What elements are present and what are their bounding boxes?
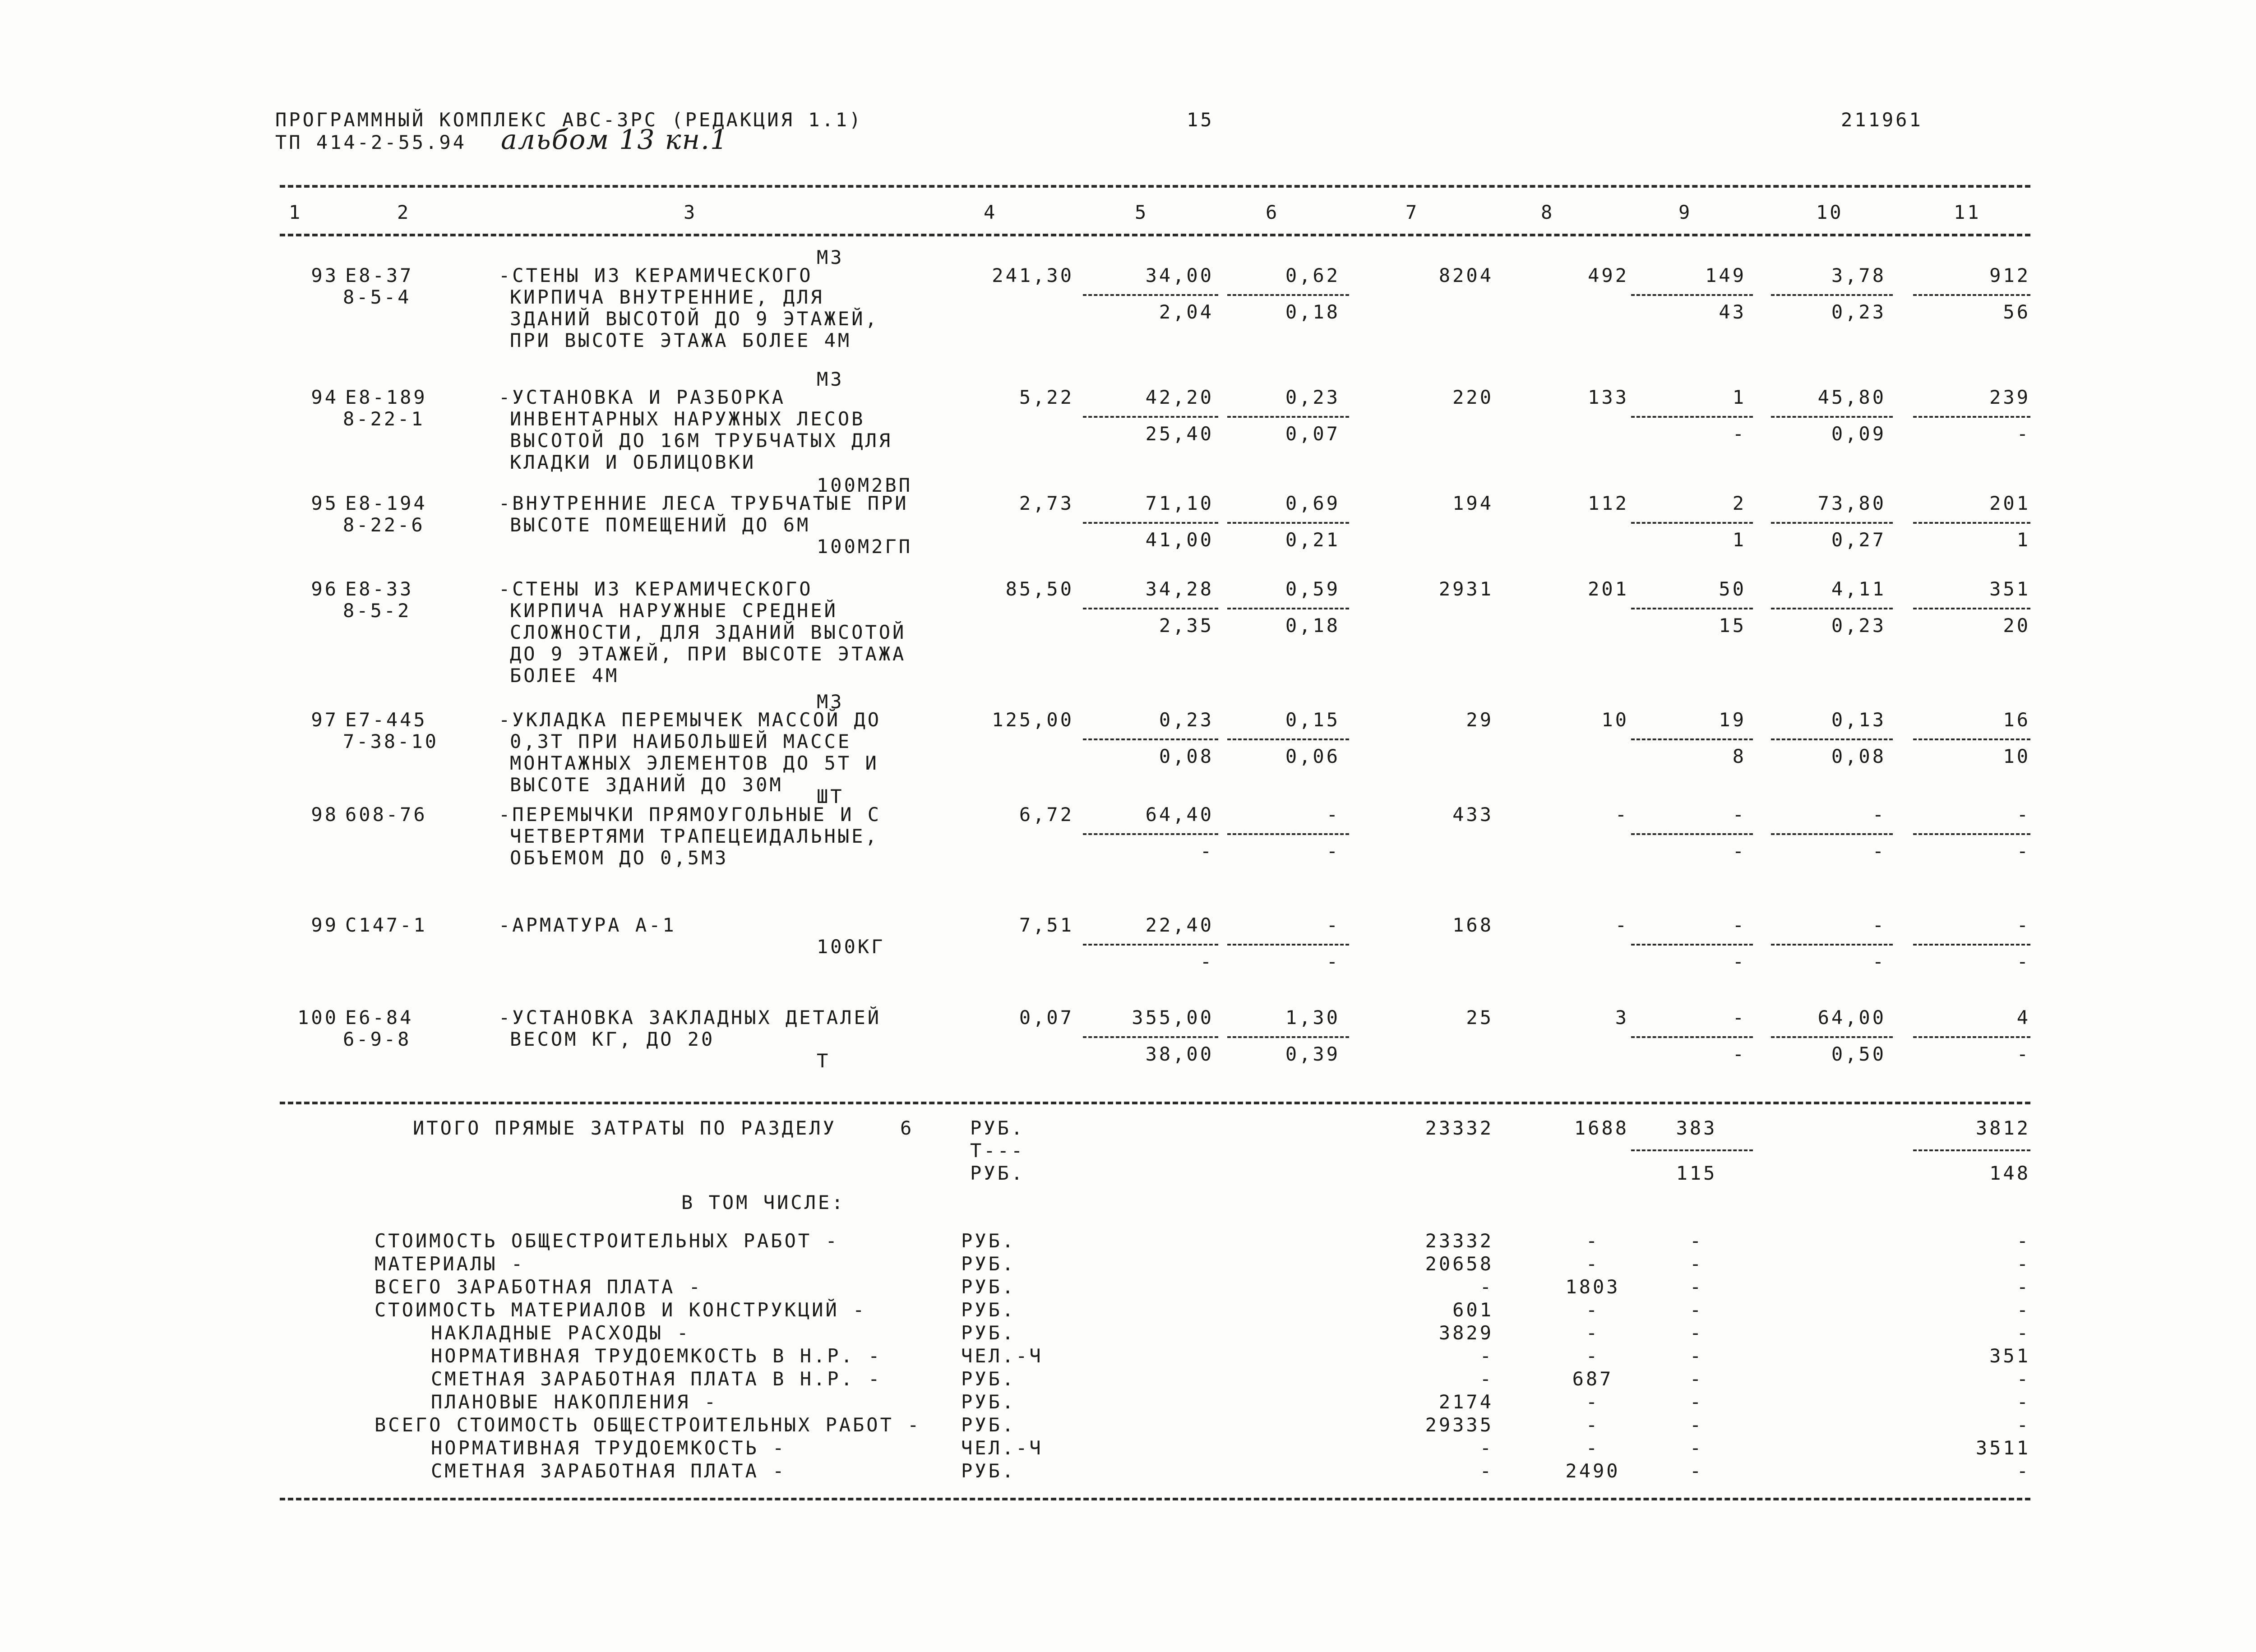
row-description-line: -УСТАНОВКА И РАЗБОРКА: [499, 386, 786, 408]
row-sep-col9: [1631, 1036, 1753, 1038]
row-col5-sub: 2,35: [1159, 614, 1214, 637]
summary-col8: -: [1586, 1253, 1600, 1275]
summary-label: СТОИМОСТЬ МАТЕРИАЛОВ И КОНСТРУКЦИЙ -: [374, 1299, 867, 1321]
row-col9-sub: 15: [1719, 614, 1746, 637]
row-sep-col5: [1083, 608, 1218, 609]
row-description-line: ВЫСОТЕ ПОМЕЩЕНИЙ ДО 6М: [510, 514, 811, 536]
col-header-3: 3: [684, 201, 698, 223]
row-description-line: -УКЛАДКА ПЕРЕМЫЧЕК МАССОЙ ДО: [499, 709, 882, 731]
row-code: Е8-194: [345, 492, 427, 514]
row-sep-col11: [1913, 294, 2030, 296]
row-subcode: 8-5-4: [343, 286, 411, 308]
row-sep-col9: [1631, 738, 1753, 740]
row-code: Е7-445: [345, 709, 427, 731]
row-sep-col6: [1227, 1036, 1349, 1038]
row-sep-col6: [1227, 738, 1349, 740]
summary-unit: РУБ.: [961, 1230, 1016, 1252]
row-col6-sub: 0,21: [1285, 529, 1340, 551]
row-col5-sub: 41,00: [1145, 529, 1214, 551]
totals-c9b: 115: [1676, 1162, 1717, 1184]
row-description-line: 0,3Т ПРИ НАИБОЛЬШЕЙ МАССЕ: [510, 730, 852, 752]
row-col11-sub: 10: [2003, 745, 2030, 767]
row-col6: 0,59: [1285, 578, 1340, 600]
summary-col11: -: [2016, 1460, 2030, 1482]
row-col8: 3: [1615, 1006, 1629, 1029]
summary-col7: -: [1479, 1368, 1493, 1390]
summary-unit: ЧЕЛ.-Ч: [961, 1345, 1043, 1367]
row-unit: М3: [817, 246, 844, 268]
program-line: ПРОГРАММНЫЙ КОМПЛЕКС АВС-3РС (РЕДАКЦИЯ 1.1): [275, 109, 863, 131]
doc-code: 211961: [1841, 109, 1923, 131]
row-number: 97: [311, 709, 338, 731]
row-col11: 16: [2003, 709, 2030, 731]
totals-unit2: РУБ.: [970, 1162, 1025, 1184]
row-sep-col10: [1771, 294, 1893, 296]
row-subcode: 7-38-10: [343, 730, 439, 752]
totals-unit: РУБ.: [970, 1117, 1025, 1139]
row-col10-sub: 0,08: [1831, 745, 1886, 767]
row-sep-col5: [1083, 833, 1218, 835]
row-col5: 34,00: [1145, 264, 1214, 286]
row-description-line: ЧЕТВЕРТЯМИ ТРАПЕЦЕИДАЛЬНЫЕ,: [510, 825, 879, 847]
row-unit: Т: [817, 1050, 831, 1072]
summary-col9: -: [1689, 1230, 1704, 1252]
row-col6: 1,30: [1285, 1006, 1340, 1029]
row-col7: 2931: [1438, 578, 1493, 600]
row-col5: 34,28: [1145, 578, 1214, 600]
totals-c11b: 148: [1989, 1162, 2030, 1184]
row-number: 94: [311, 386, 338, 408]
row-unit: ШТ: [817, 785, 844, 808]
row-col8: 201: [1588, 578, 1629, 600]
row-sep-col10: [1771, 944, 1893, 946]
row-unit: 100М2ВП: [817, 474, 913, 496]
row-description-line: ВЫСОТОЙ ДО 16М ТРУБЧАТЫХ ДЛЯ: [510, 429, 893, 452]
row-unit: 100М2ГП: [817, 535, 913, 558]
row-number: 93: [311, 264, 338, 286]
row-col4: 125,00: [992, 709, 1074, 731]
summary-label: СТОИМОСТЬ ОБЩЕСТРОИТЕЛЬНЫХ РАБОТ -: [374, 1230, 839, 1252]
row-sep-col10: [1771, 833, 1893, 835]
row-col8: -: [1615, 803, 1629, 826]
row-code: Е6-84: [345, 1006, 414, 1029]
row-col11: -: [2016, 914, 2030, 936]
row-col11-sub: -: [2016, 951, 2030, 973]
totals-label: ИТОГО ПРЯМЫЕ ЗАТРАТЫ ПО РАЗДЕЛУ: [413, 1117, 837, 1139]
row-col5: 42,20: [1145, 386, 1214, 408]
summary-col11: 351: [1989, 1345, 2030, 1367]
summary-col8: -: [1586, 1414, 1600, 1436]
row-description-line: КЛАДКИ И ОБЛИЦОВКИ: [510, 451, 756, 473]
summary-unit: ЧЕЛ.-Ч: [961, 1437, 1043, 1459]
row-col11: 912: [1989, 264, 2030, 286]
row-col11-sub: 20: [2003, 614, 2030, 637]
summary-col9: -: [1689, 1299, 1704, 1321]
row-col10-sub: 0,09: [1831, 423, 1886, 445]
row-number: 95: [311, 492, 338, 514]
row-sep-col10: [1771, 522, 1893, 524]
row-code: 608-76: [345, 803, 427, 826]
row-number: 96: [311, 578, 338, 600]
summary-col11: -: [2016, 1414, 2030, 1436]
summary-col9: -: [1689, 1322, 1704, 1344]
row-code: С147-1: [345, 914, 427, 936]
summary-label: НОРМАТИВНАЯ ТРУДОЕМКОСТЬ -: [431, 1437, 786, 1459]
summary-col7: -: [1479, 1345, 1493, 1367]
row-sep-col9: [1631, 294, 1753, 296]
row-col6: 0,62: [1285, 264, 1340, 286]
row-col9-sub: -: [1732, 840, 1746, 862]
col-header-2: 2: [397, 201, 411, 223]
row-col4: 241,30: [992, 264, 1074, 286]
summary-col8: -: [1586, 1345, 1600, 1367]
row-description-line: -АРМАТУРА А-1: [499, 914, 676, 936]
row-code: Е8-189: [345, 386, 427, 408]
row-sep-col11: [1913, 944, 2030, 946]
summary-col11: -: [2016, 1253, 2030, 1275]
row-col7: 25: [1466, 1006, 1493, 1029]
row-col6: 0,69: [1285, 492, 1340, 514]
row-description-line: ИНВЕНТАРНЫХ НАРУЖНЫХ ЛЕСОВ: [510, 408, 865, 430]
row-sep-col10: [1771, 738, 1893, 740]
row-col7: 168: [1452, 914, 1493, 936]
row-col9: 149: [1705, 264, 1746, 286]
summary-unit: РУБ.: [961, 1299, 1016, 1321]
summary-col8: -: [1586, 1322, 1600, 1344]
summary-col8: 687: [1572, 1368, 1613, 1390]
row-col11-sub: 1: [2016, 529, 2030, 551]
row-col6-sub: -: [1326, 951, 1340, 973]
row-col11: -: [2016, 803, 2030, 826]
row-col9: 1: [1732, 386, 1746, 408]
row-sep-col11: [1913, 522, 2030, 524]
row-description-line: ПРИ ВЫСОТЕ ЭТАЖА БОЛЕЕ 4М: [510, 329, 852, 351]
summary-col7: -: [1479, 1437, 1493, 1459]
row-col5-sub: 25,40: [1145, 423, 1214, 445]
row-sep-col11: [1913, 608, 2030, 609]
row-col6: 0,15: [1285, 709, 1340, 731]
row-sep-col6: [1227, 294, 1349, 296]
row-col6-sub: -: [1326, 840, 1340, 862]
summary-col9: -: [1689, 1460, 1704, 1482]
row-col9: 2: [1732, 492, 1746, 514]
summary-unit: РУБ.: [961, 1391, 1016, 1413]
totals-rule: [280, 1102, 2030, 1104]
summary-col7: 3829: [1438, 1322, 1493, 1344]
summary-col8: -: [1586, 1391, 1600, 1413]
row-number: 99: [311, 914, 338, 936]
totals-c8: 1688: [1574, 1117, 1629, 1139]
summary-label: НАКЛАДНЫЕ РАСХОДЫ -: [431, 1322, 691, 1344]
row-col5-sub: -: [1200, 951, 1214, 973]
row-col6-sub: 0,18: [1285, 614, 1340, 637]
row-col9-sub: -: [1732, 423, 1746, 445]
row-description-line: СЛОЖНОСТИ, ДЛЯ ЗДАНИЙ ВЫСОТОЙ: [510, 621, 906, 643]
summary-label: СМЕТНАЯ ЗАРАБОТНАЯ ПЛАТА В Н.Р. -: [431, 1368, 882, 1390]
row-col7: 433: [1452, 803, 1493, 826]
col-header-6: 6: [1266, 201, 1280, 223]
header-rule: [280, 234, 2030, 236]
row-unit: 100КГ: [817, 936, 885, 958]
totals-unit-t: Т---: [970, 1140, 1025, 1162]
row-unit: М3: [817, 691, 844, 713]
summary-label: МАТЕРИАЛЫ -: [374, 1253, 525, 1275]
row-col11-sub: 56: [2003, 301, 2030, 323]
row-description-line: ОБЪЕМОМ ДО 0,5М3: [510, 847, 729, 869]
bottom-rule: [280, 1498, 2030, 1500]
summary-unit: РУБ.: [961, 1253, 1016, 1275]
row-col6-sub: 0,39: [1285, 1043, 1340, 1065]
summary-col7: 29335: [1425, 1414, 1493, 1436]
row-col11-sub: -: [2016, 1043, 2030, 1065]
row-description-line: -ВНУТРЕННИЕ ЛЕСА ТРУБЧАТЫЕ ПРИ: [499, 492, 909, 514]
summary-col11: 3511: [1975, 1437, 2030, 1459]
row-col7: 29: [1466, 709, 1493, 731]
summary-col11: -: [2016, 1276, 2030, 1298]
summary-col9: -: [1689, 1437, 1704, 1459]
row-col5: 22,40: [1145, 914, 1214, 936]
row-col10: 73,80: [1817, 492, 1886, 514]
summary-label: НОРМАТИВНАЯ ТРУДОЕМКОСТЬ В Н.Р. -: [431, 1345, 882, 1367]
row-col8: 10: [1601, 709, 1629, 731]
row-col8: -: [1615, 914, 1629, 936]
row-sep-col9: [1631, 944, 1753, 946]
row-description-line: -УСТАНОВКА ЗАКЛАДНЫХ ДЕТАЛЕЙ: [499, 1006, 882, 1029]
row-col8: 133: [1588, 386, 1629, 408]
summary-col9: -: [1689, 1414, 1704, 1436]
row-sep-col11: [1913, 833, 2030, 835]
summary-col7: 20658: [1425, 1253, 1493, 1275]
summary-col11: -: [2016, 1322, 2030, 1344]
handwritten-note: альбом 13 кн.1: [501, 124, 729, 156]
row-col8: 492: [1588, 264, 1629, 286]
summary-label: ВСЕГО СТОИМОСТЬ ОБЩЕСТРОИТЕЛЬНЫХ РАБОТ -: [374, 1414, 921, 1436]
row-description-line: -СТЕНЫ ИЗ КЕРАМИЧЕСКОГО: [499, 264, 813, 286]
col-header-1: 1: [289, 201, 303, 223]
row-sep-col9: [1631, 522, 1753, 524]
row-sep-col11: [1913, 738, 2030, 740]
row-description-line: -СТЕНЫ ИЗ КЕРАМИЧЕСКОГО: [499, 578, 813, 600]
row-col6: -: [1326, 914, 1340, 936]
row-sep-col10: [1771, 1036, 1893, 1038]
summary-unit: РУБ.: [961, 1414, 1016, 1436]
row-sep-col6: [1227, 608, 1349, 609]
col-header-4: 4: [984, 201, 998, 223]
row-sep-col6: [1227, 416, 1349, 418]
row-col10: 64,00: [1817, 1006, 1886, 1029]
row-col7: 194: [1452, 492, 1493, 514]
summary-col9: -: [1689, 1368, 1704, 1390]
row-col9: 19: [1719, 709, 1746, 731]
row-sep-col9: [1631, 416, 1753, 418]
row-col9-sub: 1: [1732, 529, 1746, 551]
summary-col9: -: [1689, 1391, 1704, 1413]
summary-unit: РУБ.: [961, 1322, 1016, 1344]
row-description-line: ВЫСОТЕ ЗДАНИЙ ДО 30М: [510, 774, 783, 796]
summary-col8: 2490: [1565, 1460, 1620, 1482]
summary-col8: -: [1586, 1437, 1600, 1459]
summary-col8: -: [1586, 1230, 1600, 1252]
row-description-line: ВЕСОМ КГ, ДО 20: [510, 1028, 715, 1050]
row-description-line: ЗДАНИЙ ВЫСОТОЙ ДО 9 ЭТАЖЕЙ,: [510, 308, 879, 330]
col-header-8: 8: [1541, 201, 1555, 223]
row-col10-sub: -: [1872, 951, 1886, 973]
summary-col8: -: [1586, 1299, 1600, 1321]
col-header-10: 10: [1816, 201, 1844, 223]
row-col9-sub: 8: [1732, 745, 1746, 767]
row-col11: 239: [1989, 386, 2030, 408]
row-sep-col11: [1913, 416, 2030, 418]
summary-col7: 23332: [1425, 1230, 1493, 1252]
row-col5: 71,10: [1145, 492, 1214, 514]
row-col11: 351: [1989, 578, 2030, 600]
summary-col11: -: [2016, 1230, 2030, 1252]
summary-col8: 1803: [1565, 1276, 1620, 1298]
row-col10-sub: 0,23: [1831, 301, 1886, 323]
row-col6-sub: 0,06: [1285, 745, 1340, 767]
summary-label: ВСЕГО ЗАРАБОТНАЯ ПЛАТА -: [374, 1276, 703, 1298]
row-col4: 5,22: [1019, 386, 1074, 408]
row-col9: -: [1732, 914, 1746, 936]
summary-col9: -: [1689, 1345, 1704, 1367]
row-col9-sub: 43: [1719, 301, 1746, 323]
row-description-line: ДО 9 ЭТАЖЕЙ, ПРИ ВЫСОТЕ ЭТАЖА: [510, 643, 906, 665]
row-col9-sub: -: [1732, 1043, 1746, 1065]
summary-label: ПЛАНОВЫЕ НАКОПЛЕНИЯ -: [431, 1391, 718, 1413]
row-col10-sub: -: [1872, 840, 1886, 862]
row-col10: -: [1872, 914, 1886, 936]
row-col8: 112: [1588, 492, 1629, 514]
row-sep-col6: [1227, 833, 1349, 835]
row-description-line: БОЛЕЕ 4М: [510, 664, 619, 687]
col-header-5: 5: [1135, 201, 1149, 223]
row-col4: 2,73: [1019, 492, 1074, 514]
row-sep-col10: [1771, 608, 1893, 609]
totals-sep-c11: [1913, 1149, 2030, 1151]
row-sep-col6: [1227, 522, 1349, 524]
row-sep-col6: [1227, 944, 1349, 946]
row-col4: 85,50: [1005, 578, 1074, 600]
row-col10-sub: 0,27: [1831, 529, 1886, 551]
totals-c7: 23332: [1425, 1117, 1493, 1139]
row-code: Е8-37: [345, 264, 414, 286]
summary-unit: РУБ.: [961, 1276, 1016, 1298]
summary-col9: -: [1689, 1276, 1704, 1298]
summary-col7: 601: [1452, 1299, 1493, 1321]
row-col11-sub: -: [2016, 423, 2030, 445]
row-number: 98: [311, 803, 338, 826]
summary-col11: -: [2016, 1299, 2030, 1321]
col-header-11: 11: [1954, 201, 1981, 223]
row-col6: 0,23: [1285, 386, 1340, 408]
row-col5: 0,23: [1159, 709, 1214, 731]
row-col4: 7,51: [1019, 914, 1074, 936]
summary-col7: -: [1479, 1460, 1493, 1482]
col-header-9: 9: [1678, 201, 1692, 223]
row-sep-col5: [1083, 416, 1218, 418]
row-col11: 201: [1989, 492, 2030, 514]
row-col10: -: [1872, 803, 1886, 826]
row-col5: 64,40: [1145, 803, 1214, 826]
totals-section: 6: [900, 1117, 914, 1139]
row-number: 100: [297, 1006, 338, 1029]
row-col10: 4,11: [1831, 578, 1886, 600]
row-sep-col10: [1771, 416, 1893, 418]
row-col5-sub: 2,04: [1159, 301, 1214, 323]
row-col4: 0,07: [1019, 1006, 1074, 1029]
row-subcode: 6-9-8: [343, 1028, 411, 1050]
summary-label: СМЕТНАЯ ЗАРАБОТНАЯ ПЛАТА -: [431, 1460, 786, 1482]
row-col10: 45,80: [1817, 386, 1886, 408]
row-col10: 3,78: [1831, 264, 1886, 286]
row-col6: -: [1326, 803, 1340, 826]
row-subcode: 8-22-6: [343, 514, 425, 536]
row-col7: 8204: [1438, 264, 1493, 286]
summary-col9: -: [1689, 1253, 1704, 1275]
row-col4: 6,72: [1019, 803, 1074, 826]
page-number: 15: [1187, 109, 1214, 131]
row-col11: 4: [2016, 1006, 2030, 1029]
summary-col11: -: [2016, 1391, 2030, 1413]
row-col5: 355,00: [1132, 1006, 1214, 1029]
row-col5-sub: 0,08: [1159, 745, 1214, 767]
row-col6-sub: 0,07: [1285, 423, 1340, 445]
totals-c9: 383: [1676, 1117, 1717, 1139]
row-col5-sub: 38,00: [1145, 1043, 1214, 1065]
row-description-line: -ПЕРЕМЫЧКИ ПРЯМОУГОЛЬНЫЕ И С: [499, 803, 882, 826]
row-col9: 50: [1719, 578, 1746, 600]
row-sep-col9: [1631, 608, 1753, 609]
summary-unit: РУБ.: [961, 1460, 1016, 1482]
row-sep-col5: [1083, 738, 1218, 740]
row-sep-col5: [1083, 522, 1218, 524]
summary-col7: -: [1479, 1276, 1493, 1298]
summary-unit: РУБ.: [961, 1368, 1016, 1390]
row-sep-col9: [1631, 833, 1753, 835]
tp-line: ТП 414-2-55.94: [275, 131, 467, 153]
top-rule: [280, 185, 2030, 188]
row-col11-sub: -: [2016, 840, 2030, 862]
row-unit: М3: [817, 368, 844, 390]
row-sep-col5: [1083, 294, 1218, 296]
row-col5-sub: -: [1200, 840, 1214, 862]
row-col9: -: [1732, 1006, 1746, 1029]
row-description-line: КИРПИЧА НАРУЖНЫЕ СРЕДНЕЙ: [510, 600, 838, 622]
totals-c11: 3812: [1975, 1117, 2030, 1139]
including-label: В ТОМ ЧИСЛЕ:: [681, 1191, 846, 1214]
row-col10: 0,13: [1831, 709, 1886, 731]
row-sep-col11: [1913, 1036, 2030, 1038]
row-description-line: КИРПИЧА ВНУТРЕННИЕ, ДЛЯ: [510, 286, 824, 308]
row-col6-sub: 0,18: [1285, 301, 1340, 323]
summary-col11: -: [2016, 1368, 2030, 1390]
row-subcode: 8-5-2: [343, 600, 411, 622]
col-header-7: 7: [1405, 201, 1419, 223]
row-sep-col5: [1083, 944, 1218, 946]
row-col9: -: [1732, 803, 1746, 826]
row-code: Е8-33: [345, 578, 414, 600]
row-subcode: 8-22-1: [343, 408, 425, 430]
row-description-line: МОНТАЖНЫХ ЭЛЕМЕНТОВ ДО 5Т И: [510, 752, 879, 774]
row-sep-col5: [1083, 1036, 1218, 1038]
row-col10-sub: 0,50: [1831, 1043, 1886, 1065]
summary-col7: 2174: [1438, 1391, 1493, 1413]
totals-sep-c9: [1631, 1149, 1753, 1151]
row-col7: 220: [1452, 386, 1493, 408]
row-col10-sub: 0,23: [1831, 614, 1886, 637]
row-col9-sub: -: [1732, 951, 1746, 973]
